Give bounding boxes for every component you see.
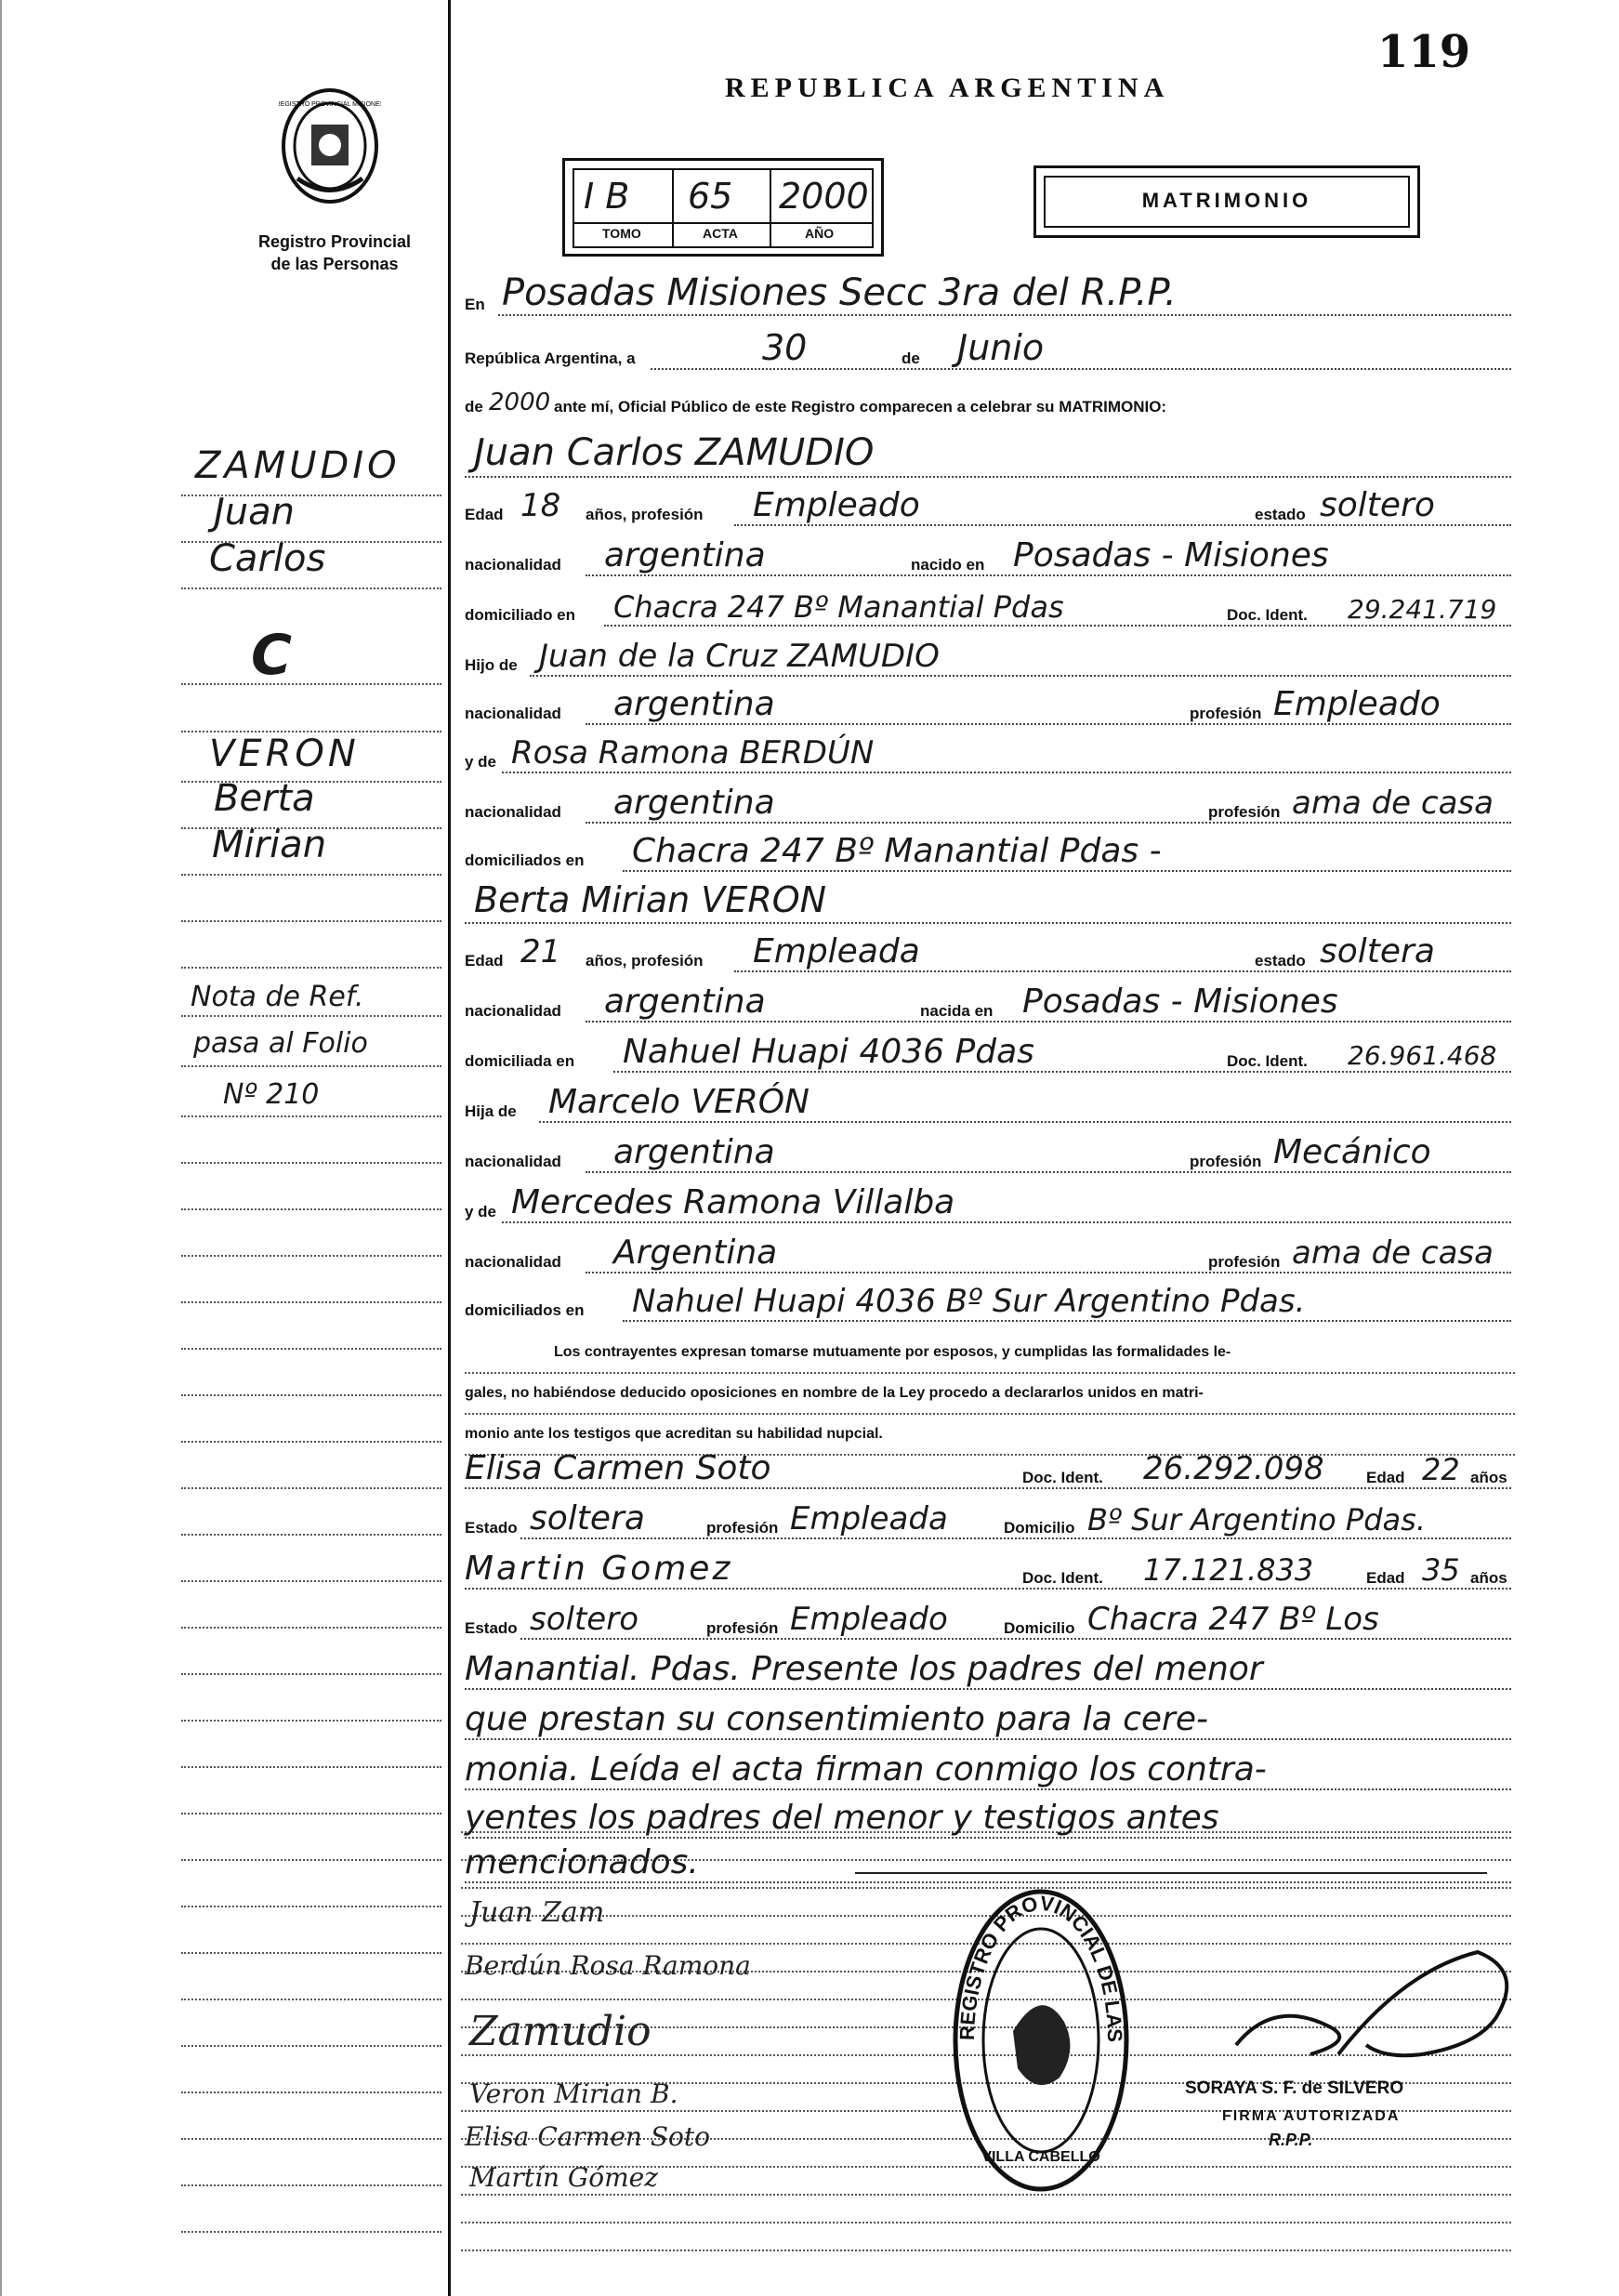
bride-parents-domicile: Nahuel Huapi 4036 Bº Sur Argentino Pdas. — [632, 1283, 1306, 1320]
registry-name-line1: Registro Provincial — [257, 232, 412, 251]
witness1-name: Elisa Carmen Soto — [465, 1449, 771, 1487]
bride-mother-profession: ama de casa — [1292, 1234, 1494, 1272]
registry-name — [223, 231, 446, 275]
left-column-divider — [448, 0, 451, 2296]
witness1-status: soltera — [530, 1499, 645, 1537]
row-groom-father: Hijo de Juan de la Cruz ZAMUDIO — [465, 640, 1515, 680]
margin-bride-surname: VERON — [209, 732, 360, 775]
groom-father: Juan de la Cruz ZAMUDIO — [539, 638, 940, 675]
margin-groom-surname: ZAMUDIO — [195, 444, 401, 487]
groom-parents-domicile: Chacra 247 Bº Manantial Pdas - — [632, 832, 1162, 870]
tomo-value: I B — [584, 176, 630, 217]
groom-name: Juan Carlos ZAMUDIO — [474, 431, 875, 474]
row-groom-nationality: nacionalidad argentina nacido en Posadas - Misiones — [465, 539, 1515, 580]
bride-father: Marcelo VERÓN — [548, 1083, 810, 1121]
acta-label: ACTA — [703, 226, 738, 241]
witness2-doc: 17.121.833 — [1143, 1552, 1314, 1588]
bride-nationality: argentina — [604, 983, 766, 1021]
bride-status: soltera — [1320, 932, 1435, 970]
row-groom-name — [465, 431, 1515, 480]
signature-groom-father: Zamudio — [469, 2008, 652, 2055]
declaration-paragraph — [465, 1333, 1515, 1456]
ano-value: 2000 — [779, 176, 869, 217]
groom-doc: 29.241.719 — [1348, 594, 1497, 625]
act-type-box — [1033, 165, 1420, 238]
row-witness2-status: Estado soltero profesión Empleado Domicilio Chacra 247 Bº Los — [465, 1603, 1515, 1643]
year-pre-label: de — [465, 398, 483, 416]
place-value: Posadas Misiones Secc 3ra del R.P.P. — [502, 271, 1177, 314]
margin-symbol: C — [251, 623, 293, 688]
row-bride-father: Hija de Marcelo VERÓN — [465, 1086, 1515, 1127]
day-value: 30 — [762, 327, 808, 368]
witness2-age: 35 — [1422, 1552, 1460, 1588]
margin-note-line2: pasa al Folio — [193, 1027, 368, 1060]
row-groom-mother: y de Rosa Ramona BERDÚN — [465, 736, 1515, 777]
groom-mother: Rosa Ramona BERDÚN — [511, 734, 875, 772]
bride-father-nationality: argentina — [613, 1133, 775, 1171]
official-org: R.P.P. — [1269, 2131, 1313, 2149]
row-groom-parents-domicile: domiciliados en Chacra 247 Bº Manantial Pdas - — [465, 835, 1515, 876]
margin-note-line1: Nota de Ref. — [191, 981, 364, 1013]
registry-seal — [279, 86, 381, 206]
groom-father-nationality: argentina — [613, 685, 775, 723]
official-stamp — [948, 1882, 1134, 2198]
row-bride-father-nat: nacionalidad argentina profesión Mecánico — [465, 1136, 1515, 1177]
margin-note-line3: Nº 210 — [223, 1078, 320, 1111]
row-groom-mother-nat: nacionalidad argentina profesión ama de casa — [465, 786, 1515, 827]
row-place — [465, 271, 1515, 320]
intro-text: ante mí, Oficial Público de este Registro comparecen a celebrar su MATRIMONIO: — [554, 398, 1167, 416]
country-title: REPUBLICA ARGENTINA — [725, 73, 1170, 103]
groom-profession: Empleado — [753, 486, 920, 524]
stamp-bottom-text: VILLA CABELLO — [981, 2149, 1100, 2165]
margin-bride-name1: Berta — [214, 777, 315, 820]
note-line: Manantial. Pdas. Presente los padres del menor — [465, 1653, 1515, 1694]
official-signature-mark — [1199, 1915, 1533, 2073]
row-bride-nationality: nacionalidad argentina nacida en Posadas - Misiones — [465, 985, 1515, 1026]
groom-father-profession: Empleado — [1273, 685, 1441, 723]
stamp-ring-text: REGISTRO PROVINCIAL DE LAS — [954, 1891, 1127, 2043]
witness2-status: soltero — [530, 1601, 638, 1638]
row-bride-age: Edad 21 años, profesión Empleada estado soltera — [465, 935, 1515, 976]
bride-born: Posadas - Misiones — [1022, 983, 1338, 1021]
signature-witness2: Martín Gómez — [469, 2162, 658, 2193]
bride-age: 21 — [520, 933, 561, 970]
act-type-label: MATRIMONIO — [1141, 189, 1312, 212]
row-bride-name — [465, 879, 1515, 926]
de-label: de — [902, 350, 920, 367]
groom-domicile: Chacra 247 Bº Manantial Pdas — [613, 589, 1064, 625]
page-number: 119 — [1377, 26, 1471, 78]
groom-age: 18 — [520, 487, 561, 524]
witness2-profession: Empleado — [790, 1601, 948, 1638]
groom-mother-nationality: argentina — [613, 784, 775, 822]
row-witness2-name: Martin Gomez Doc. Ident. 17.121.833 Edad 35 años — [465, 1552, 1515, 1593]
signature-groom: Juan Zam — [469, 1896, 605, 1929]
note-line: mencionados. — [465, 1846, 1515, 1887]
groom-status: soltero — [1320, 486, 1435, 524]
bride-domicile: Nahuel Huapi 4036 Pdas — [623, 1033, 1034, 1071]
official-name: SORAYA S. F. de SILVERO — [1185, 2078, 1404, 2098]
signature-bride: Veron Mirian B. — [469, 2078, 678, 2109]
declaration-line1: Los contrayentes expresan tomarse mutuamente por esposos, y cumplidas las formalidades le- — [465, 1333, 1515, 1374]
bride-father-profession: Mecánico — [1273, 1133, 1431, 1171]
row-groom-father-nat: nacionalidad argentina profesión Empleado — [465, 688, 1515, 729]
row-bride-mother-nat: nacionalidad Argentina profesión ama de casa — [465, 1236, 1515, 1277]
witness1-domicile: Bº Sur Argentino Pdas. — [1087, 1502, 1426, 1537]
groom-born: Posadas - Misiones — [1013, 536, 1329, 574]
row-date — [465, 327, 1515, 374]
tomo-acta-ano-box — [562, 158, 884, 257]
bride-mother: Mercedes Ramona Villalba — [511, 1183, 955, 1221]
ano-label: AÑO — [805, 226, 835, 241]
row-bride-parents-domicile: domiciliados en Nahuel Huapi 4036 Bº Sur Argentino Pdas. — [465, 1285, 1515, 1326]
left-margin-edge — [0, 0, 2, 2296]
signature-groom-mother: Berdún Rosa Ramona — [465, 1950, 751, 1981]
row-intro — [465, 381, 1515, 422]
registry-name-line2: de las Personas — [270, 255, 399, 273]
bride-mother-nationality: Argentina — [613, 1234, 778, 1272]
bride-profession: Empleada — [753, 932, 920, 970]
groom-mother-profession: ama de casa — [1292, 785, 1494, 822]
margin-groom-name2: Carlos — [209, 537, 326, 580]
year-value: 2000 — [489, 389, 551, 416]
row-bride-mother: y de Mercedes Ramona Villalba — [465, 1186, 1515, 1227]
republic-label: República Argentina, a — [465, 350, 636, 367]
month-value: Junio — [957, 327, 1045, 368]
margin-bride-name2: Mirian — [212, 824, 327, 866]
tomo-label: TOMO — [602, 226, 641, 241]
margin-groom-name1: Juan — [214, 491, 296, 534]
witness2-domicile: Chacra 247 Bº Los — [1087, 1601, 1379, 1638]
row-groom-age: Edad 18 años, profesión Empleado estado soltero — [465, 489, 1515, 530]
witness1-doc: 26.292.098 — [1143, 1450, 1324, 1487]
note-line: yentes los padres del menor y testigos antes — [465, 1801, 1515, 1842]
seal-ring-text: REGISTRO PROVINCIAL MISIONES — [279, 101, 381, 108]
groom-nationality: argentina — [604, 536, 766, 574]
row-witness1-status: Estado soltera profesión Empleada Domicilio Bº Sur Argentino Pdas. — [465, 1502, 1515, 1543]
declaration-line2: gales, no habiéndose deducido oposiciones en nombre de la Ley procedo a declararlos unidos en matri- — [465, 1374, 1515, 1415]
bride-doc: 26.961.468 — [1348, 1040, 1497, 1071]
bride-name: Berta Mirian VERON — [474, 879, 827, 920]
official-title: FIRMA AUTORIZADA — [1222, 2108, 1401, 2124]
row-bride-domicile: domiciliada en Nahuel Huapi 4036 Pdas Doc. Ident. 26.961.468 — [465, 1036, 1515, 1076]
witness1-profession: Empleada — [790, 1500, 948, 1537]
note-line: monia. Leída el acta firman conmigo los contra- — [465, 1753, 1515, 1794]
witness2-name: Martin Gomez — [465, 1550, 733, 1588]
acta-value: 65 — [688, 176, 733, 217]
declaration-line3: monio ante los testigos que acreditan su habilidad nupcial. — [465, 1415, 1515, 1456]
row-witness1-name: Elisa Carmen Soto Doc. Ident. 26.292.098 Edad 22 años — [465, 1452, 1515, 1493]
en-label: En — [465, 296, 485, 313]
note-line: que prestan su consentimiento para la cere- — [465, 1703, 1515, 1744]
signature-witness1: Elisa Carmen Soto — [465, 2121, 711, 2152]
row-groom-domicile: domiciliado en Chacra 247 Bº Manantial Pdas Doc. Ident. 29.241.719 — [465, 589, 1515, 630]
witness1-age: 22 — [1422, 1452, 1460, 1487]
